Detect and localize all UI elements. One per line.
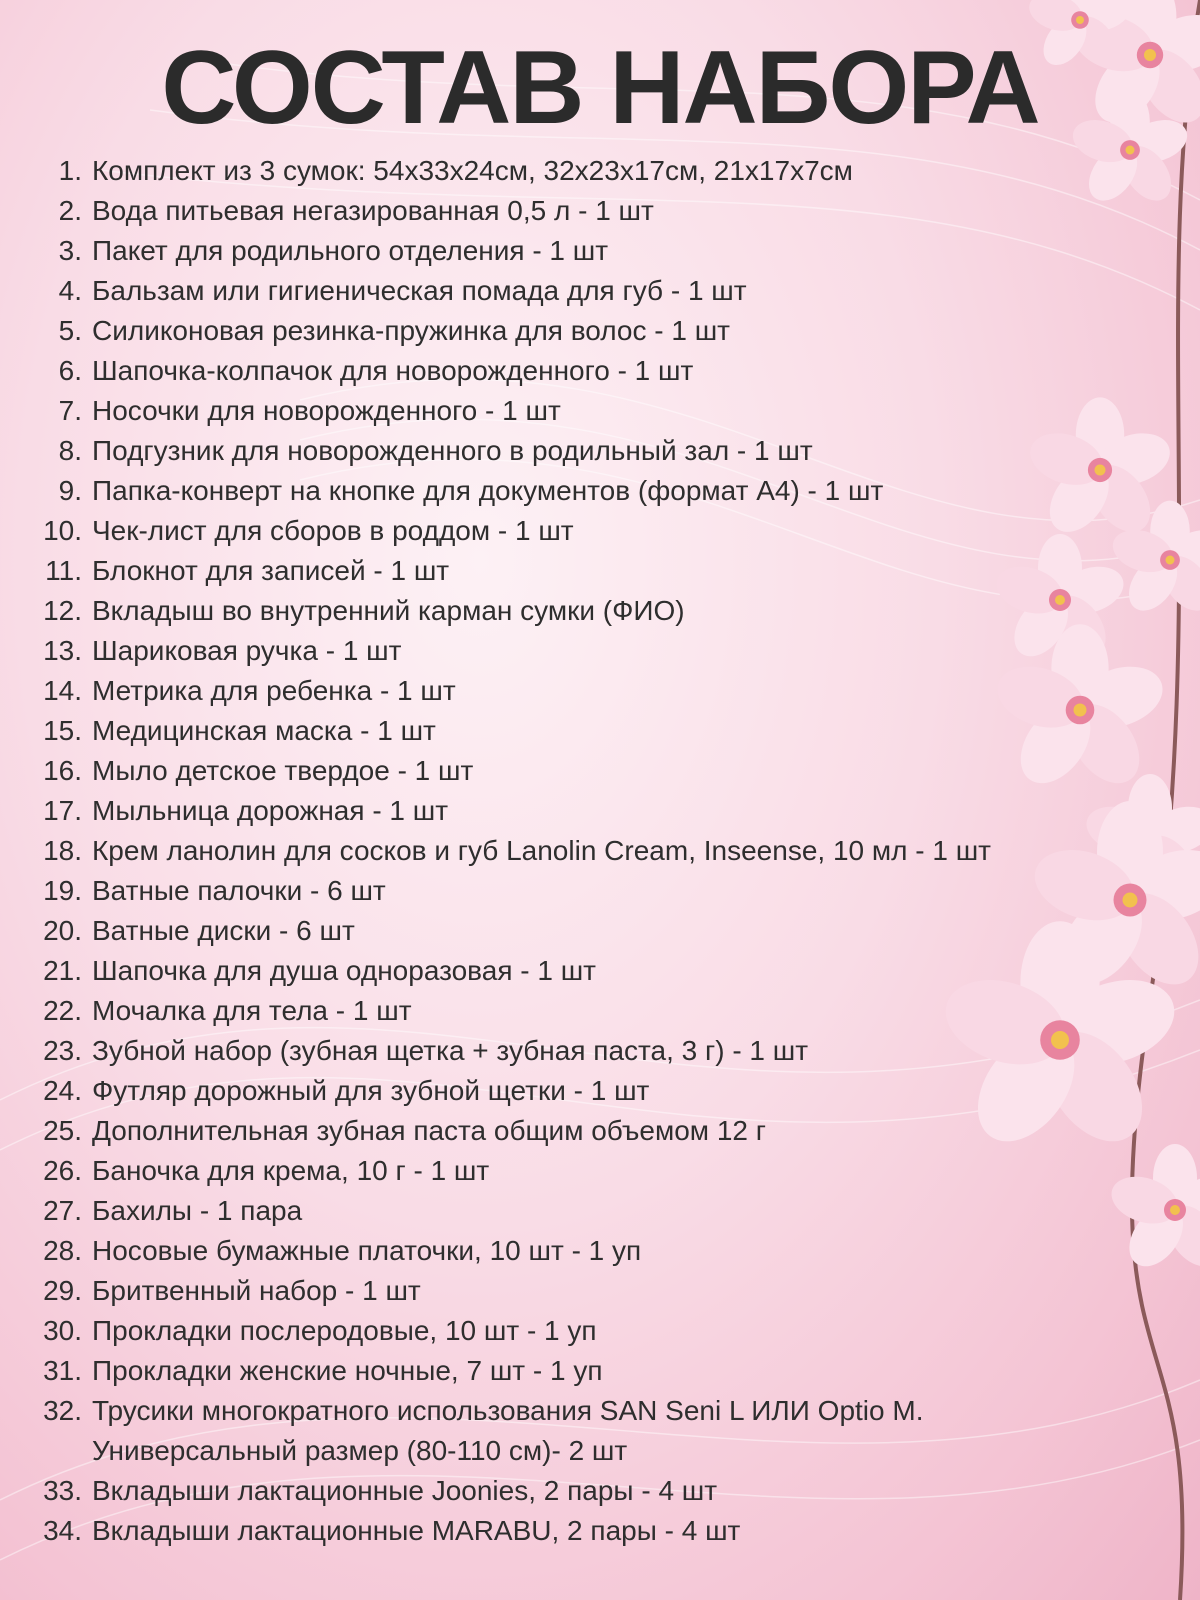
item-text: Шариковая ручка - 1 шт [92, 635, 402, 666]
item-number: 2. [58, 195, 82, 226]
list-item [36, 871, 991, 911]
item-text: Носочки для новорожденного - 1 шт [92, 395, 561, 426]
item-number: 14. [43, 675, 82, 706]
item-number: 17. [43, 795, 82, 826]
item-text: Метрика для ребенка - 1 шт [92, 675, 456, 706]
list-item [36, 1511, 991, 1551]
item-text: Прокладки женские ночные, 7 шт - 1 уп [92, 1355, 603, 1386]
list-item [36, 1311, 991, 1351]
list-item [36, 1111, 991, 1151]
item-number: 4. [58, 275, 82, 306]
list-item [36, 1191, 991, 1231]
item-text: Прокладки послеродовые, 10 шт - 1 уп [92, 1315, 597, 1346]
item-number: 21. [43, 955, 82, 986]
list-item [36, 191, 991, 231]
item-number: 15. [43, 715, 82, 746]
item-number: 8. [58, 435, 82, 466]
item-number: 13. [43, 635, 82, 666]
item-text: Крем ланолин для сосков и губ Lanolin Cream, Inseense, 10 мл - 1 шт [92, 835, 991, 866]
list-item [36, 711, 991, 751]
item-text: Ватные палочки - 6 шт [92, 875, 386, 906]
list-item [36, 751, 991, 791]
page-title: СОСТАВ НАБОРА [161, 30, 1039, 146]
list-item [36, 671, 991, 711]
list-item [36, 1471, 991, 1511]
item-number: 12. [43, 595, 82, 626]
item-number: 11. [45, 555, 82, 586]
item-text: Блокнот для записей - 1 шт [92, 555, 450, 586]
item-text: Шапочка для душа одноразовая - 1 шт [92, 955, 596, 986]
list-item [36, 991, 991, 1031]
item-number: 3. [58, 235, 82, 266]
item-text: Вкладыш во внутренний карман сумки (ФИО) [92, 595, 685, 626]
item-text: Чек-лист для сборов в роддом - 1 шт [92, 515, 574, 546]
list-item [36, 431, 991, 471]
item-number: 20. [43, 915, 82, 946]
item-text: Папка-конверт на кнопке для документов (формат А4) - 1 шт [92, 475, 884, 506]
item-number: 18. [43, 835, 82, 866]
item-number: 6. [58, 355, 82, 386]
item-text: Бритвенный набор - 1 шт [92, 1275, 421, 1306]
item-number: 32. [43, 1395, 82, 1426]
list-item [36, 151, 991, 191]
item-number: 29. [43, 1275, 82, 1306]
item-number: 33. [43, 1475, 82, 1506]
item-number: 28. [43, 1235, 82, 1266]
list-item [36, 271, 991, 311]
item-text: Комплект из 3 сумок: 54х33х24см, 32х23х17см, 21х17х7см [92, 155, 853, 186]
list-item [36, 911, 991, 951]
list-item [36, 471, 991, 511]
item-number: 1. [58, 155, 82, 186]
item-text: Футляр дорожный для зубной щетки - 1 шт [92, 1075, 650, 1106]
list-item [36, 351, 991, 391]
list-item [36, 1351, 991, 1391]
list-item [36, 631, 991, 671]
list-item [36, 591, 991, 631]
item-text: Мочалка для тела - 1 шт [92, 995, 412, 1026]
list-item [36, 1231, 991, 1271]
list-item [36, 791, 991, 831]
item-text: Зубной набор (зубная щетка + зубная паста, 3 г) - 1 шт [92, 1035, 809, 1066]
item-text: Мыльница дорожная - 1 шт [92, 795, 449, 826]
list-item [36, 391, 991, 431]
item-text: Бальзам или гигиеническая помада для губ - 1 шт [92, 275, 747, 306]
item-text: Подгузник для новорожденного в родильный зал - 1 шт [92, 435, 813, 466]
list-item [36, 511, 991, 551]
list-item [36, 551, 991, 591]
item-text: Дополнительная зубная паста общим объемом 12 г [92, 1115, 766, 1146]
kit-contents-list [36, 151, 991, 1551]
list-item [36, 1391, 991, 1471]
item-number: 10. [43, 515, 82, 546]
list-item [36, 231, 991, 271]
item-number: 24. [43, 1075, 82, 1106]
item-number: 19. [43, 875, 82, 906]
list-item [36, 1271, 991, 1311]
item-text: Ватные диски - 6 шт [92, 915, 355, 946]
list-item [36, 1071, 991, 1111]
item-text: Баночка для крема, 10 г - 1 шт [92, 1155, 490, 1186]
item-number: 22. [43, 995, 82, 1026]
item-text: Вкладыши лактационные MARABU, 2 пары - 4 шт [92, 1515, 741, 1546]
item-text: Бахилы - 1 пара [92, 1195, 303, 1226]
item-number: 7. [58, 395, 82, 426]
item-number: 25. [43, 1115, 82, 1146]
item-text: Носовые бумажные платочки, 10 шт - 1 уп [92, 1235, 642, 1266]
item-number: 26. [43, 1155, 82, 1186]
item-text: Шапочка-колпачок для новорожденного - 1 шт [92, 355, 694, 386]
list-item [36, 1031, 991, 1071]
item-text: Силиконовая резинка-пружинка для волос - 1 шт [92, 315, 730, 346]
item-text: Трусики многократного использования SAN Seni L ИЛИ Optio M. Универсальный размер (80-110 см)- 2 шт [92, 1395, 924, 1466]
list-item [36, 951, 991, 991]
item-number: 23. [43, 1035, 82, 1066]
item-number: 31. [43, 1355, 82, 1386]
item-number: 9. [58, 475, 82, 506]
item-text: Мыло детское твердое - 1 шт [92, 755, 474, 786]
item-number: 16. [43, 755, 82, 786]
item-text: Пакет для родильного отделения - 1 шт [92, 235, 609, 266]
list-item [36, 831, 991, 871]
item-text: Вкладыши лактационные Joonies, 2 пары - 4 шт [92, 1475, 718, 1506]
item-number: 5. [58, 315, 82, 346]
item-number: 27. [43, 1195, 82, 1226]
item-number: 34. [43, 1515, 82, 1546]
item-text: Вода питьевая негазированная 0,5 л - 1 шт [92, 195, 654, 226]
list-item [36, 1151, 991, 1191]
list-item [36, 311, 991, 351]
item-number: 30. [43, 1315, 82, 1346]
item-text: Медицинская маска - 1 шт [92, 715, 436, 746]
